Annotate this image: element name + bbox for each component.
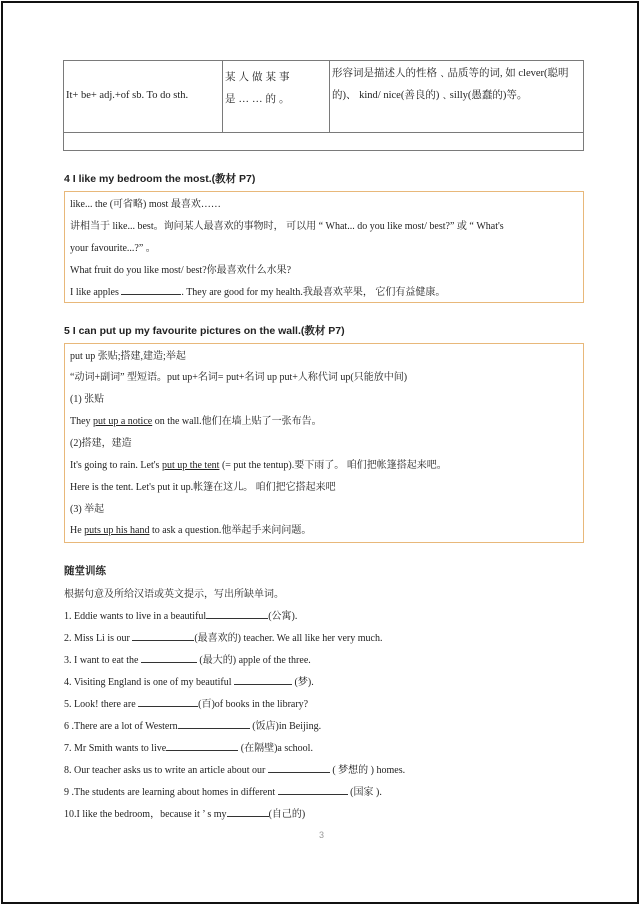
answer-blank[interactable] [206, 608, 268, 619]
item-hint: (自己的) [268, 809, 306, 820]
answer-blank[interactable] [138, 696, 198, 707]
exercise-item [64, 739, 313, 754]
item-text: 10.I like the bedroom，because it ’ s my [64, 809, 227, 820]
exercise-item [64, 695, 308, 710]
section-4-line: your favourite...?” 。 [70, 243, 156, 254]
structure-text: It+ be+ adj.+of sb. To do sth. [66, 90, 189, 101]
section-4-box [64, 191, 584, 303]
exercise-title: 随堂训练 [64, 565, 106, 577]
item-hint: (最大的) apple of the three. [196, 655, 311, 666]
answer-blank[interactable] [234, 674, 292, 685]
item-text: 9 .The students are learning about homes in different [64, 787, 278, 798]
answer-blank[interactable] [227, 806, 269, 817]
exercise-item [64, 783, 382, 798]
exercise-item [64, 761, 405, 776]
item-hint: (国家 ). [347, 787, 382, 798]
exercise-item [64, 673, 314, 688]
item-hint: ( 梦想的 ) homes. [329, 765, 406, 776]
table-cell-structure [64, 61, 223, 132]
text: (= put the tentup).要下雨了。 咱们把帐篷搭起来吧。 [219, 460, 447, 471]
item-text: 8. Our teacher asks us to write an article about our [64, 765, 268, 776]
answer-blank[interactable] [278, 784, 348, 795]
table-cell-note [330, 61, 583, 132]
section-4-heading: 4 I like my bedroom the most.(教材 P7) [64, 173, 256, 185]
item-hint: (在隔壁)a school. [238, 743, 313, 754]
underlined-phrase: puts up his hand [84, 525, 150, 536]
answer-blank[interactable] [132, 630, 194, 641]
section-4-line: like... the (可省略) most 最喜欢…… [70, 199, 221, 210]
section-5-line: (2)搭建，建造 [70, 438, 132, 449]
item-text: 5. Look! there are [64, 699, 139, 710]
page-frame [1, 1, 639, 904]
exercise-item [64, 805, 305, 820]
exercise-item [64, 717, 321, 732]
exercise-instructions: 根据句意及所给汉语或英文提示，写出所缺单词。 [64, 589, 284, 600]
grammar-table [63, 60, 584, 151]
answer-blank[interactable] [268, 762, 330, 773]
answer-blank[interactable] [141, 652, 197, 663]
item-hint: (梦). [292, 677, 314, 688]
note-text: 形容词是描述人的性格﹑品质等的词, 如 clever(聪明的)、 kind/ nice(善良的)﹑silly(愚蠢的)等。 [332, 68, 569, 101]
item-hint: (最喜欢的) teacher. We all like her very much. [194, 633, 383, 644]
item-text: 6 .There are a lot of Western [64, 721, 178, 732]
section-4-line: 讲相当于 like... best。询问某人最喜欢的事物时， 可以用 “ What... do you like most/ best?” 或 “ What's [70, 221, 504, 232]
underlined-phrase: put up the tent [161, 460, 220, 471]
section-5-heading: 5 I can put up my favourite pictures on the wall.(教材 P7) [64, 325, 345, 337]
section-5-line: “动词+副词” 型短语。put up+名词= put+名词 up put+人称代词 up(只能放中间) [70, 372, 408, 383]
example-text: I like apples [70, 287, 119, 298]
answer-blank[interactable] [166, 740, 238, 751]
item-text: 3. I want to eat the [64, 655, 141, 666]
text: to ask a question.他举起手来问问题。 [149, 525, 312, 536]
item-hint: (公寓). [268, 611, 298, 622]
section-5-line [70, 521, 311, 536]
section-5-line: (1) 张贴 [70, 394, 105, 405]
item-hint: (饭店)in Beijing. [249, 721, 322, 732]
text: on the wall.他们在墙上贴了一张布告。 [152, 416, 322, 427]
section-5-line [70, 456, 447, 471]
text: He [70, 525, 85, 536]
item-text: 2. Miss Li is our [64, 633, 133, 644]
text: They [70, 416, 94, 427]
item-hint: (百)of books in the library? [198, 699, 309, 710]
table-cell-meaning [223, 61, 330, 132]
item-text: 4. Visiting England is one of my beautiful [64, 677, 235, 688]
item-text: 1. Eddie wants to live in a beautiful [64, 611, 207, 622]
section-4-example [70, 283, 445, 298]
underlined-phrase: put up a notice [93, 416, 153, 427]
section-5-box [64, 343, 584, 543]
section-5-line: (3) 举起 [70, 504, 105, 515]
exercise-item [64, 629, 382, 644]
page-number: 3 [319, 830, 325, 840]
section-5-line [70, 412, 322, 427]
answer-blank[interactable] [178, 718, 250, 729]
text: It's going to rain. Let's [70, 460, 162, 471]
example-text: . They are good for my health.我最喜欢苹果， 它们有益健康。 [181, 287, 446, 298]
section-4-line: What fruit do you like most/ best?你最喜欢什么水果? [70, 265, 292, 276]
section-5-line: put up 张贴;搭建,建造;举起 [70, 351, 186, 362]
answer-blank[interactable] [121, 284, 181, 295]
exercise-item [64, 651, 311, 666]
table-row [64, 61, 583, 133]
meaning-text: 某人做某事是……的。 [225, 72, 293, 105]
section-5-line: Here is the tent. Let's put it up.帐篷在这儿。 咱们把它搭起来吧 [70, 482, 336, 493]
exercise-item [64, 607, 297, 622]
item-text: 7. Mr Smith wants to live [64, 743, 167, 754]
